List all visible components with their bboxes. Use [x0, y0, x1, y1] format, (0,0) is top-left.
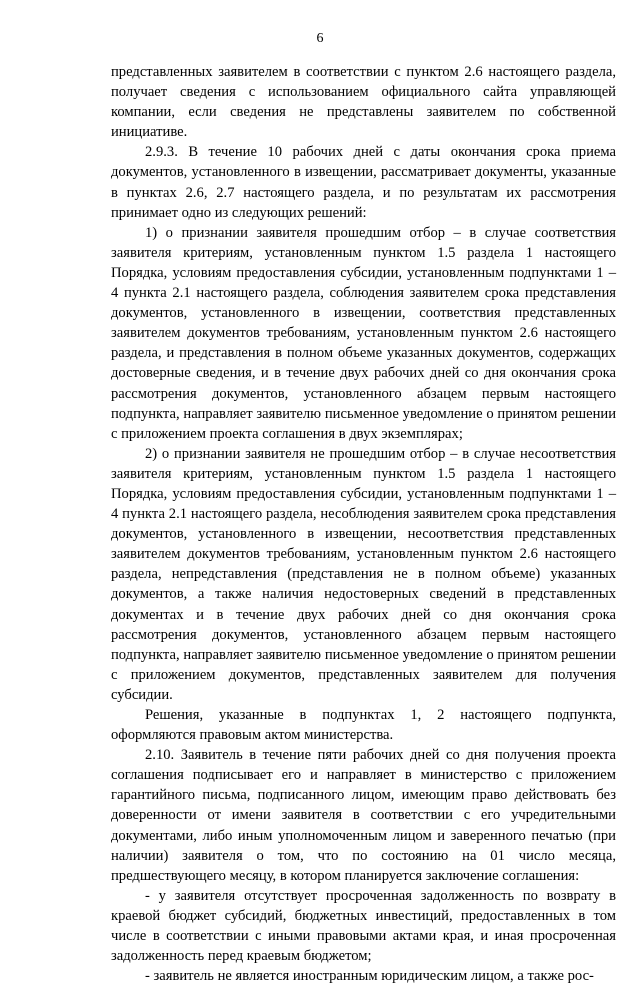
paragraph-continuation: представленных заявителем в соответствии с пунктом 2.6 настоящего раздела, получает сведения с использованием официального сайта управляющей компании, если сведения не представлены заявителем по собственной инициативе.: [111, 64, 616, 141]
paragraph-decision-2: 2) о признании заявителя не прошедшим отбор – в случае несоответствия заявителя критериям, установленным пунктом 1.5 раздела 1 настоящего Порядка, условиям предоставления субсидии, установленным подпунктами 1 – 4 пункта 2.1 настоящего раздела, несоблюдения заявителем срока представления документов, установленного в извещении, несоответствия представленных заявителем документов требованиям, установленным пунктом 2.6 настоящего раздела, непредставления (представления не в полном объеме) указанных документов, а также наличия недостоверных сведений в представленных документах и в течение двух рабочих дней со дня окончания срока рассмотрения документов, установленного абзацем первым настоящего подпункта, направляет заявителю письменное уведомление о принятом решении с приложением документов, представленных заявителем для получения субсидии.: [111, 445, 616, 703]
paragraph-2-9-3: 2.9.3. В течение 10 рабочих дней с даты окончания срока приема документов, установленного в извещении, рассматривает документы, указанные в пунктах 2.6, 2.7 настоящего раздела, и по результатам их рассмотрения принимает одно из следующих решений:: [111, 144, 616, 221]
paragraph-decision-1: 1) о признании заявителя прошедшим отбор – в случае соответствия заявителя критериям, установленным пунктом 1.5 раздела 1 настоящего Порядка, условиям предоставления субсидии, установленным подпунктами 1 – 4 пункта 2.1 настоящего раздела, соблюдения заявителем срока представления документов, установленного в извещении, соответствия представленных заявителем документов требованиям, установленным пунктом 2.6 настоящего раздела, и представления в полном объеме указанных документов, содержащих достоверные сведения, и в течение двух рабочих дней со дня окончания срока рассмотрения документов, установленного абзацем первым настоящего подпункта, направляет заявителю письменное уведомление о принятом решении с приложением проекта соглашения в двух экземплярах;: [111, 224, 616, 442]
paragraph-2-10: 2.10. Заявитель в течение пяти рабочих дней со дня получения проекта соглашения подписывает его и направляет в министерство с приложением гарантийного письма, подписанного лицом, имеющим право действовать без доверенности от имени заявителя в соответствии с его учредительными документами, либо иным уполномоченным лицом и заверенного печатью (при наличии) заявителя о том, что по состоянию на 01 число месяца, предшествующего месяцу, в котором планируется заключение соглашения:: [111, 747, 616, 884]
document-body: [111, 62, 616, 986]
paragraph-decisions-formalized: Решения, указанные в подпунктах 1, 2 настоящего подпункта, оформляются правовым актом министерства.: [111, 707, 616, 744]
paragraph-no-overdue-debt: - у заявителя отсутствует просроченная задолженность по возврату в краевой бюджет субсидий, бюджетных инвестиций, предоставленных в том числе в соответствии с иными правовыми актами края, и иная просроченная задолженность перед краевым бюджетом;: [111, 887, 616, 965]
paragraph-not-foreign-entity: - заявитель не является иностранным юридическим лицом, а также рос-: [145, 968, 594, 985]
page-number: 6: [316, 31, 324, 46]
